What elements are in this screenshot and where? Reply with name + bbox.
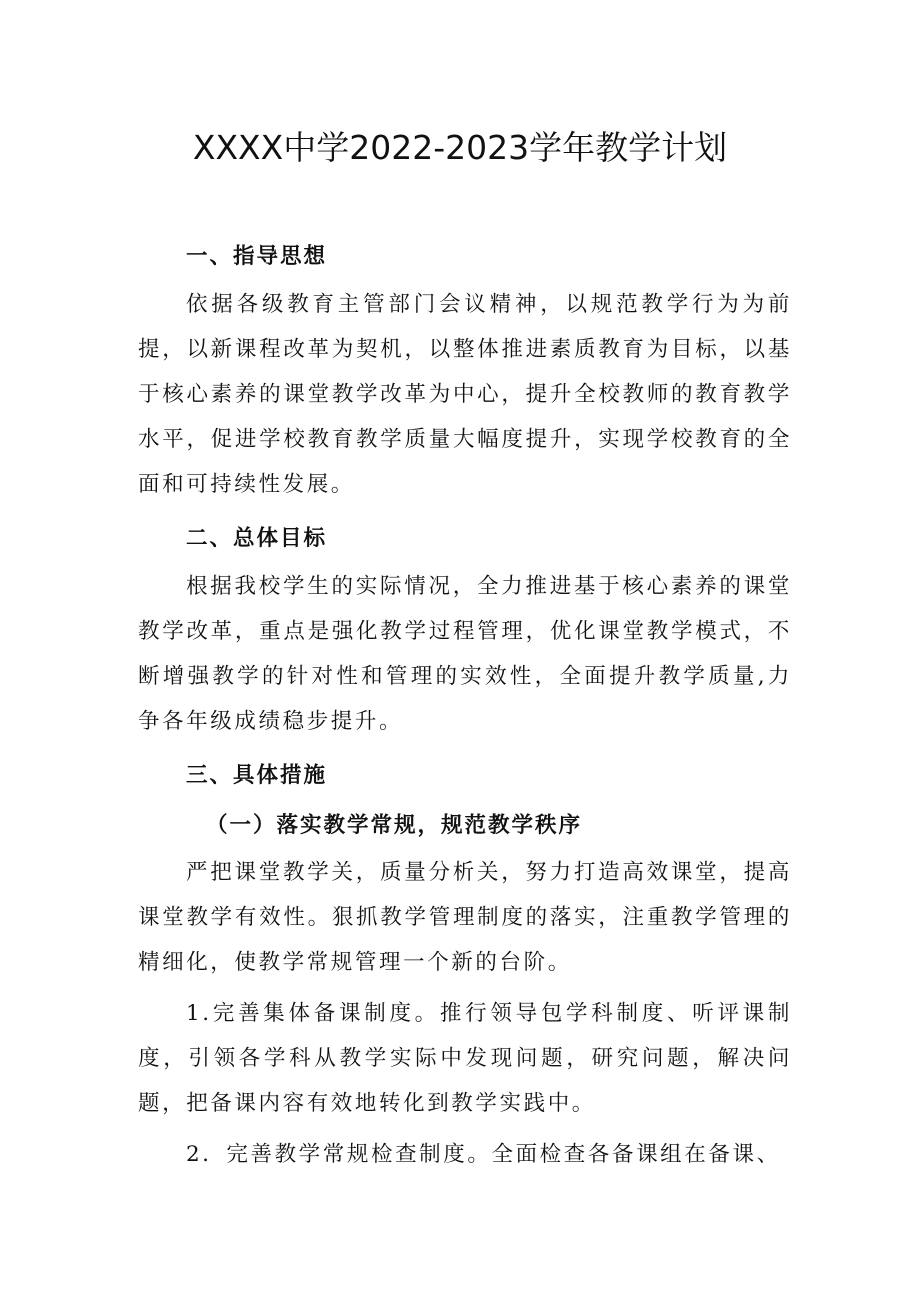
subsection-heading-teaching-routine: （一）落实教学常规，规范教学秩序 (206, 813, 583, 838)
document-body (138, 231, 792, 1177)
document-title: XXXX中学2022-2023学年教学计划 (192, 128, 728, 167)
paragraph-guiding-ideology: 依据各级教育主管部门会议精神，以规范教学行为为前提，以新课程改革为契机，以整体推进素质教育为目标，以基于核心素养的课堂教学改革为中心，提升全校教师的教育教学水平，促进学校教育教学质量大幅度提升，实现学校教育的全面和可持续性发展。 (138, 292, 792, 497)
section-heading-overall-goal: 二、总体目标 (186, 526, 328, 551)
paragraph-routine-inspection: 2．完善教学常规检查制度。全面检查各备课组在备课、 (186, 1142, 781, 1167)
paragraph-overall-goal: 根据我校学生的实际情况，全力推进基于核心素养的课堂教学改革，重点是强化教学过程管理，优化课堂教学模式，不断增强教学的针对性和管理的实效性，全面提升教学质量,力争各年级成绩稳步提升。 (138, 574, 792, 734)
section-heading-guiding-ideology: 一、指导思想 (186, 244, 328, 269)
section-heading-specific-measures: 三、具体措施 (186, 763, 328, 788)
paragraph-teaching-routine: 严把课堂教学关，质量分析关，努力打造高效课堂，提高课堂教学有效性。狠抓教学管理制度的落实，注重教学管理的精细化，使教学常规管理一个新的台阶。 (138, 860, 792, 975)
paragraph-collective-lesson-prep: 1.完善集体备课制度。推行领导包学科制度、听评课制度，引领各学科从教学实际中发现问题，研究问题，解决问题，把备课内容有效地转化到教学实践中。 (138, 1001, 792, 1116)
